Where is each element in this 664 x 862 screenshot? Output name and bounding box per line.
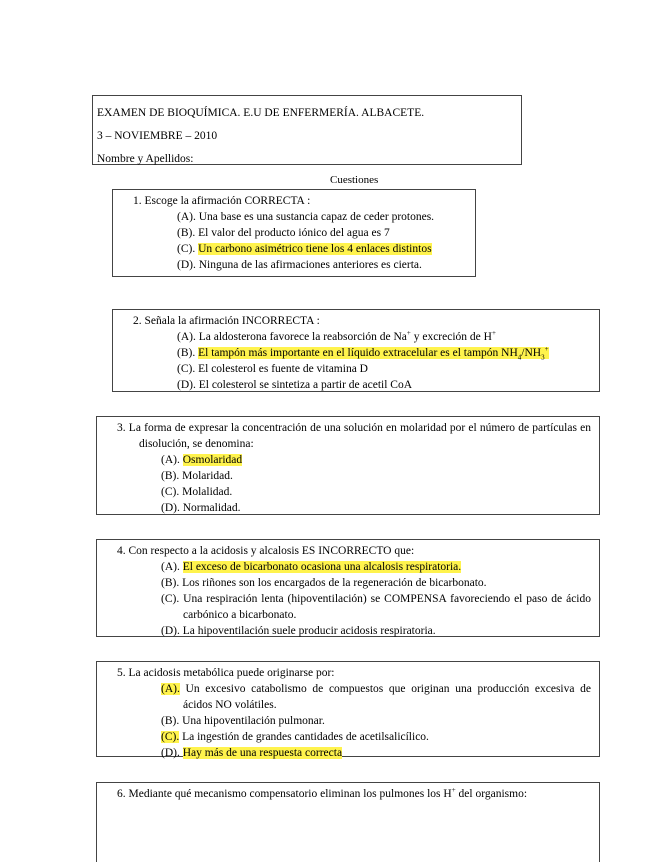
option-a: (A). El exceso de bicarbonato ocasiona una alcalosis respiratoria.: [161, 561, 462, 573]
option-c: (C). Un carbono asimétrico tiene los 4 enlaces distintos: [177, 243, 432, 255]
question-2: [112, 309, 600, 392]
exam-date: 3 – NOVIEMBRE – 2010: [97, 130, 218, 142]
option-c: (C). La ingestión de grandes cantidades de acetilsalicílico.: [161, 731, 429, 743]
option-b: (B). Los riñones son los encargados de la regeneración de bicarbonato.: [161, 577, 487, 589]
question-5: [96, 661, 600, 757]
option-b: (B). Una hipoventilación pulmonar.: [161, 715, 325, 727]
option-b: (B). El valor del producto iónico del agua es 7: [177, 227, 390, 239]
option-b: (B). El tampón más importante en el líquido extracelular es el tampón $NH_4/NH_3^+$: [177, 345, 549, 362]
option-d: (D). Ninguna de las afirmaciones anteriores es cierta.: [177, 259, 422, 271]
option-a: (A). Un excesivo catabolismo de compuestos que originan una producción excesiva de ácidos NO volátiles.: [161, 683, 592, 711]
highlighted-answer: El tampón más importante en el líquido extracelular es el tampón $NH_4/NH_3^+$: [198, 345, 549, 362]
option-a: (A). Una base es una sustancia capaz de ceder protones.: [177, 211, 435, 223]
option-c: (C). Una respiración lenta (hipoventilación) se COMPENSA favoreciendo el paso de ácido carbónico a bicarbonato.: [161, 593, 591, 621]
question-1: [112, 189, 476, 277]
option-c: (C). El colesterol es fuente de vitamina D: [177, 363, 368, 375]
question-stem: 3. La forma de expresar la concentración de una solución en molaridad por el número de partículas en disolución, se denomina:: [117, 422, 591, 450]
question-stem: 6. Mediante qué mecanismo compensatorio eliminan los pulmones los H+ del organismo:: [117, 786, 528, 800]
question-stem: 4. Con respecto a la acidosis y alcalosis ES INCORRECTO que:: [117, 545, 415, 557]
name-field-label: Nombre y Apellidos:: [97, 153, 194, 165]
question-4: [96, 539, 600, 637]
option-b: (B). Molaridad.: [161, 470, 233, 482]
option-d: (D). Normalidad.: [161, 502, 241, 514]
question-6: [96, 782, 600, 862]
option-a: (A). Osmolaridad: [161, 454, 243, 466]
exam-title: EXAMEN DE BIOQUÍMICA. E.U DE ENFERMERÍA. ALBACETE.: [97, 107, 425, 119]
option-d: (D). El colesterol se sintetiza a partir de acetil CoA: [177, 379, 413, 391]
exam-header: [92, 95, 522, 165]
question-stem: 1. Escoge la afirmación CORRECTA :: [133, 195, 311, 207]
option-d: (D). La hipoventilación suele producir acidosis respiratoria.: [161, 625, 436, 637]
option-d: (D). Hay más de una respuesta correcta: [161, 747, 343, 759]
question-stem: 2. Señala la afirmación INCORRECTA :: [133, 315, 320, 327]
highlighted-answer: El exceso de bicarbonato ocasiona una alcalosis respiratoria.: [182, 561, 462, 573]
question-stem: 5. La acidosis metabólica puede originarse por:: [117, 667, 335, 679]
highlighted-answer: Osmolaridad: [182, 454, 243, 466]
section-title: Cuestiones: [330, 174, 379, 186]
highlighted-answer: Un carbono asimétrico tiene los 4 enlaces distintos: [198, 243, 432, 255]
question-3: [96, 416, 600, 515]
highlighted-answer: Hay más de una respuesta correcta: [182, 747, 343, 759]
option-a: (A). La aldosterona favorece la reabsorción de Na+ y excreción de H+: [177, 329, 496, 343]
option-c: (C). Molalidad.: [161, 486, 233, 498]
